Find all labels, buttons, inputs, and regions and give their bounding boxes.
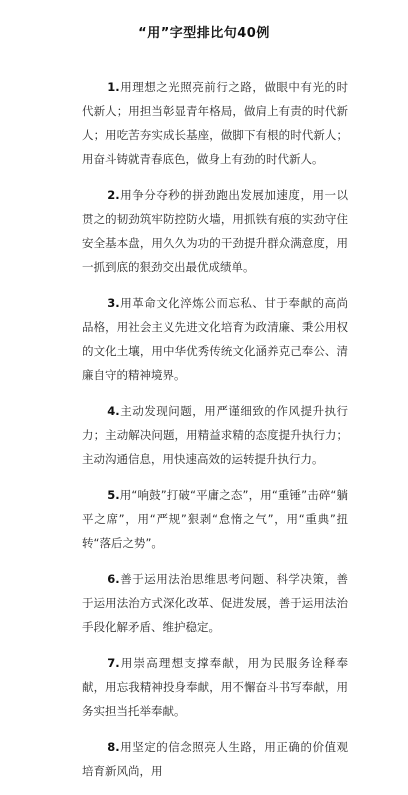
paragraph-4 — [82, 399, 348, 471]
page-title: “用”字型排比句40例 — [138, 26, 270, 41]
paragraph-6 — [82, 567, 348, 639]
paragraph-1 — [82, 75, 348, 171]
paragraph-number: 3. — [107, 296, 120, 310]
paragraph-8 — [82, 735, 348, 783]
document-body — [82, 75, 348, 795]
paragraph-text: 主动发现问题，用严谨细致的作风提升执行力；主动解决问题，用精益求精的态度提升执行力；主动沟通信息，用快速高效的运转提升执行力。 — [82, 404, 348, 466]
paragraph-3 — [82, 291, 348, 387]
paragraph-text: 用崇高理想支撑奉献，用为民服务诠释奉献，用忘我精神投身奉献，用不懈奋斗书写奉献，用务实担当托举奉献。 — [82, 656, 348, 718]
paragraph-number: 7. — [107, 656, 120, 670]
paragraph-text: 用革命文化淬炼公而忘私、甘于奉献的高尚品格，用社会主义先进文化培育为政清廉、秉公用权的文化土壤，用中华优秀传统文化涵养克己奉公、清廉自守的精神境界。 — [82, 296, 348, 382]
paragraph-text: 用坚定的信念照亮人生路，用正确的价值观培育新风尚，用 — [82, 740, 348, 778]
paragraph-number: 4. — [107, 404, 120, 418]
paragraph-text: 用理想之光照亮前行之路，做眼中有光的时代新人；用担当彰显青年格局，做肩上有责的时代新人；用吃苦夯实成长基座，做脚下有根的时代新人；用奋斗铸就青春底色，做身上有劲的时代新人。 — [82, 80, 348, 166]
paragraph-number: 5. — [107, 488, 120, 502]
paragraph-text: 用争分夺秒的拼劲跑出发展加速度，用一以贯之的韧劲筑牢防控防火墙，用抓铁有痕的实劲守住安全基本盘，用久久为功的干劲提升群众满意度，用一抓到底的狠劲交出最优成绩单。 — [82, 188, 348, 274]
paragraph-number: 6. — [107, 572, 120, 586]
paragraph-text: 善于运用法治思维思考问题、科学决策，善于运用法治方式深化改革、促进发展，善于运用法治手段化解矛盾、维护稳定。 — [82, 572, 348, 634]
paragraph-number: 2. — [107, 188, 120, 202]
paragraph-7 — [82, 651, 348, 723]
paragraph-text: 用“响鼓”打破“平庸之态”，用“重锤”击碎“躺平之席”，用“严规”狠剥“怠惰之气”，用“重典”扭转“落后之势”。 — [82, 488, 348, 550]
paragraph-5 — [82, 483, 348, 555]
paragraph-2 — [82, 183, 348, 279]
paragraph-number: 1. — [107, 80, 120, 94]
paragraph-number: 8. — [107, 740, 120, 754]
